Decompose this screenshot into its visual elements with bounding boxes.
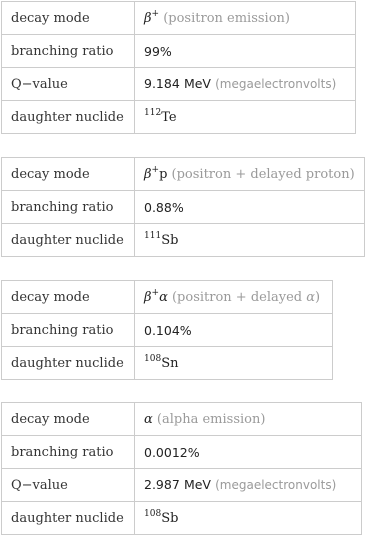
element-symbol: Te [161,109,177,125]
table-row-daughter-nuclide [2,101,356,134]
decay-mode-value [135,2,356,35]
decay-mode-label: decay mode [2,281,135,314]
branching-ratio-label: branching ratio [2,191,135,224]
table-row-branching-ratio [2,35,356,68]
decay-symbol: β [144,10,152,26]
branching-ratio-label: branching ratio [2,35,135,68]
decay-symbol-sup: + [151,164,160,175]
decay-symbol-extra: p [159,166,168,182]
decay-mode-description: (positron + delayed proton) [171,166,355,182]
table-row-branching-ratio [2,436,362,469]
table-row-branching-ratio [2,314,333,347]
table-row-decay-mode [2,281,333,314]
decay-symbol-sup: + [151,8,160,19]
table-row-daughter-nuclide [2,502,362,535]
branching-ratio-label: branching ratio [2,436,135,469]
decay-symbol: β [144,166,152,182]
decay-mode-label: decay mode [2,403,135,436]
daughter-nuclide-label: daughter nuclide [2,224,135,257]
element-symbol: Sb [161,232,179,248]
mass-number: 108 [144,353,162,364]
q-value-label: Q−value [2,68,135,101]
decay-mode-description: (positron emission) [163,10,290,26]
table-row-branching-ratio [2,191,365,224]
element-symbol: Sb [161,510,179,526]
decay-table-positron-emission [1,1,356,134]
daughter-nuclide-label: daughter nuclide [2,347,135,380]
branching-ratio-value: 0.0012% [135,436,362,469]
decay-mode-value [135,403,362,436]
decay-mode-description: (alpha emission) [156,411,266,427]
decay-symbol-sup: + [151,287,160,298]
table-row-q-value [2,68,356,101]
decay-table-positron-delayed-alpha [1,280,333,380]
table-row-q-value [2,469,362,502]
q-value-value [135,68,356,101]
element-symbol: Sn [161,355,179,371]
description-suffix: ) [315,289,321,305]
branching-ratio-label: branching ratio [2,314,135,347]
q-value-number: 9.184 [144,76,180,91]
q-value-number: 2.987 [144,477,180,492]
decay-table-positron-delayed-proton [1,157,365,257]
branching-ratio-value: 0.88% [135,191,365,224]
decay-table-alpha-emission [1,402,362,535]
description-prefix: (positron + delayed [171,289,307,305]
table-row-daughter-nuclide [2,347,333,380]
decay-mode-label: decay mode [2,2,135,35]
table-row-daughter-nuclide [2,224,365,257]
q-value-unit-description: (megaelectronvolts) [215,478,337,492]
q-value-value [135,469,362,502]
description-symbol: α [306,289,316,305]
q-value-unit: MeV [183,76,211,91]
table-row-decay-mode [2,158,365,191]
daughter-nuclide-label: daughter nuclide [2,101,135,134]
decay-mode-value [135,158,365,191]
mass-number: 108 [144,508,162,519]
mass-number: 112 [144,107,162,118]
branching-ratio-value: 99% [135,35,356,68]
daughter-nuclide-value [135,502,362,535]
table-row-decay-mode [2,2,356,35]
decay-symbol: β [144,289,152,305]
table-row-decay-mode [2,403,362,436]
daughter-nuclide-value [135,224,365,257]
decay-symbol-extra: α [159,289,168,305]
q-value-unit: MeV [183,477,211,492]
daughter-nuclide-value [135,347,333,380]
decay-mode-value [135,281,333,314]
q-value-unit-description: (megaelectronvolts) [215,77,337,91]
branching-ratio-value: 0.104% [135,314,333,347]
decay-symbol: α [144,411,153,427]
decay-mode-description [172,290,320,305]
daughter-nuclide-value [135,101,356,134]
decay-mode-label: decay mode [2,158,135,191]
mass-number: 111 [144,230,162,241]
q-value-label: Q−value [2,469,135,502]
daughter-nuclide-label: daughter nuclide [2,502,135,535]
